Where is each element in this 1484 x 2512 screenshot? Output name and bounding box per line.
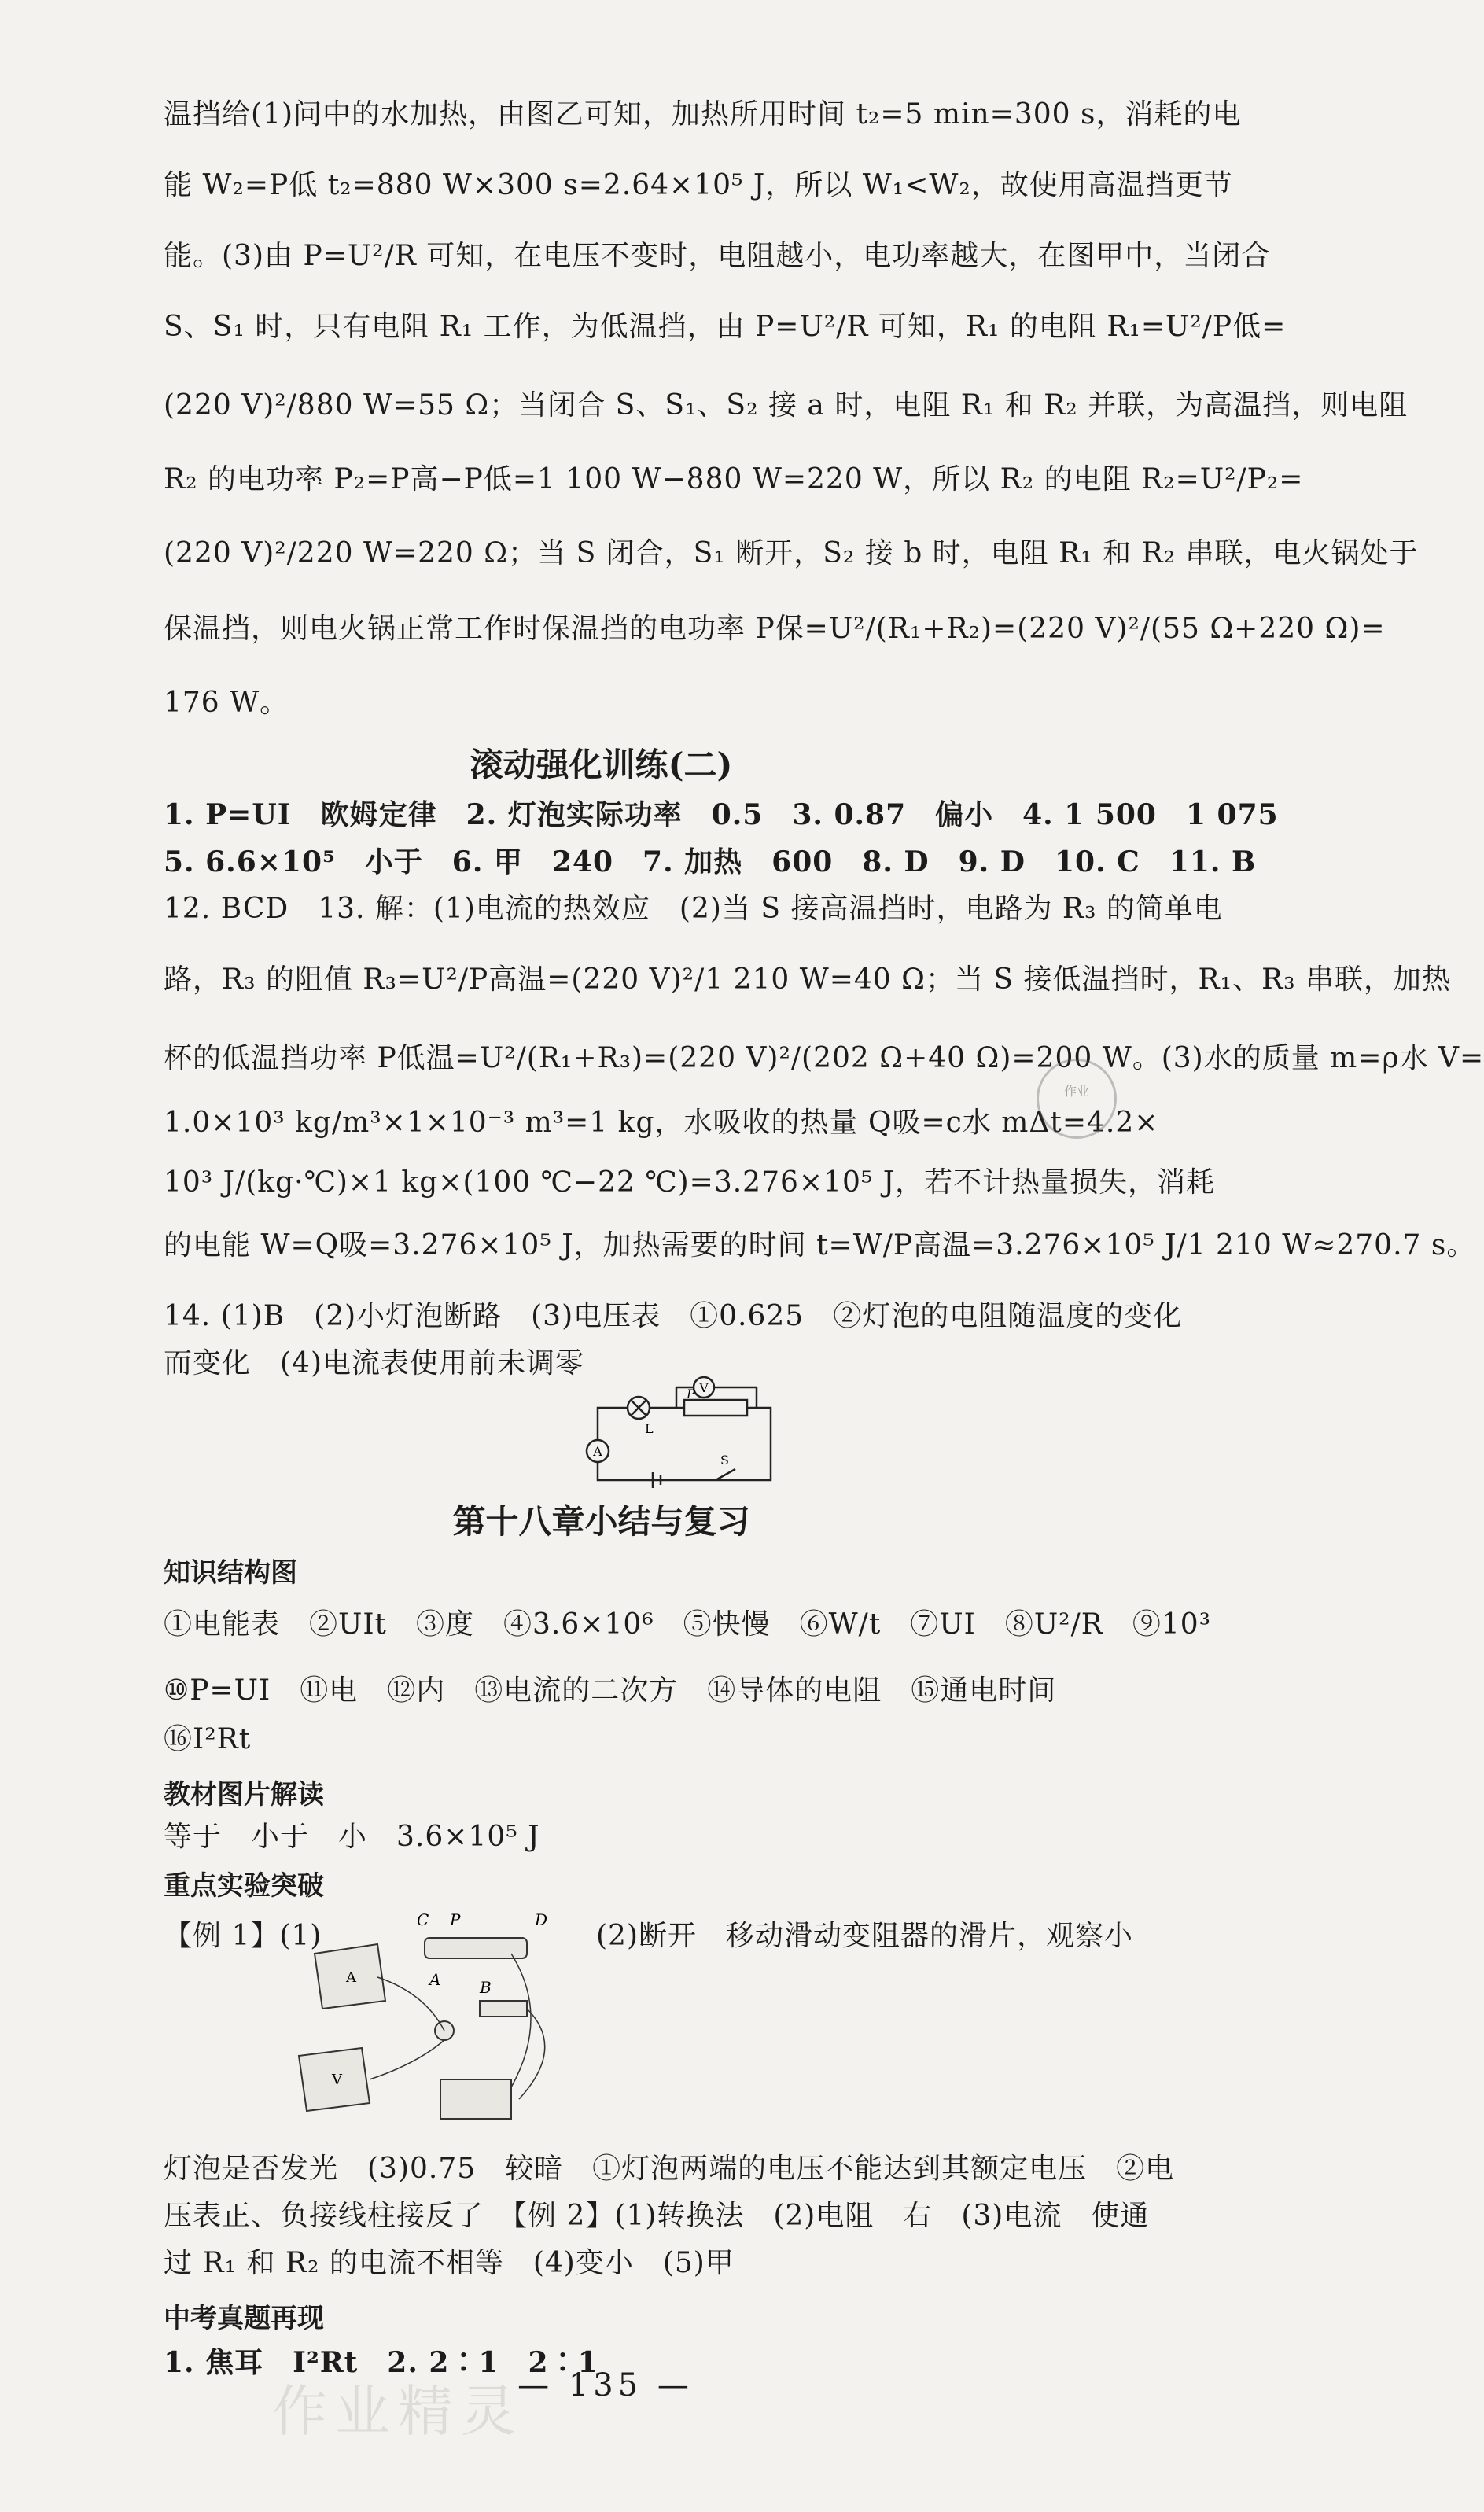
- text-line: (220 V)²/880 W=55 Ω；当闭合 S、S₁、S₂ 接 a 时，电阻 R₁ 和 R₂ 并联，为高温挡，则电阻: [164, 389, 1409, 422]
- answer-line: 14. (1)B (2)小灯泡断路 (3)电压表 ①0.625 ②灯泡的电阻随温度的变化: [164, 1300, 1183, 1332]
- example-text: (2)断开 移动滑动变阻器的滑片，观察小: [596, 1920, 1133, 1952]
- text-line: 温挡给(1)问中的水加热，由图乙可知，加热所用时间 t₂=5 min=300 s，消耗的电: [164, 98, 1242, 131]
- answer-line: 5. 6.6×10⁵ 小于 6. 甲 240 7. 加热 600 8. D 9. D 10. C 11. B: [164, 845, 1257, 878]
- switch-label: S: [720, 1453, 729, 1468]
- svg-text:作业: 作业: [1063, 1084, 1090, 1099]
- answer-line: 1. P=UI 欧姆定律 2. 灯泡实际功率 0.5 3. 0.87 偏小 4. 1 500 1 075: [164, 798, 1279, 831]
- slider-p-label: P: [450, 1910, 461, 1929]
- text-line: S、S₁ 时，只有电阻 R₁ 工作，为低温挡，由 P=U²/R 可知，R₁ 的电阻 R₁=U²/P低=: [164, 311, 1287, 343]
- terminal-d-label: D: [535, 1910, 548, 1929]
- chapter-title: 第十八章小结与复习: [452, 1502, 750, 1541]
- terminal-c-label: C: [417, 1910, 429, 1929]
- text-line: 能 W₂=P低 t₂=880 W×300 s=2.64×10⁵ J，所以 W₁<W₂，故使用高温挡更节: [164, 169, 1233, 201]
- answer-line: 路，R₃ 的阻值 R₃=U²/P高温=(220 V)²/1 210 W=40 Ω；当 S 接低温挡时，R₁、R₃ 串联，加热: [164, 963, 1452, 996]
- subheading: 教材图片解读: [164, 1779, 324, 1810]
- slider-label: P: [687, 1387, 695, 1401]
- subheading: 中考真题再现: [164, 2303, 324, 2334]
- example-line: 压表正、负接线柱接反了 【例 2】(1)转换法 (2)电阻 右 (3)电流 使通: [164, 2200, 1150, 2232]
- figure-reading-line: 等于 小于 小 3.6×10⁵ J: [164, 1821, 540, 1853]
- page-number: — 135 —: [517, 2367, 694, 2403]
- subheading: 知识结构图: [164, 1557, 297, 1589]
- text-line: 能。(3)由 P=U²/R 可知，在电压不变时，电阻越小，电功率越大，在图甲中，当闭合: [164, 240, 1271, 272]
- experiment-apparatus-figure: [283, 1906, 590, 2127]
- terminal-b-label: B: [480, 1978, 492, 1997]
- answer-line: 的电能 W=Q吸=3.276×10⁵ J，加热需要的时间 t=W/P高温=3.276×10⁵ J/1 210 W≈270.7 s。: [164, 1229, 1476, 1262]
- answer-line: 10³ J/(kg·℃)×1 kg×(100 ℃−22 ℃)=3.276×10⁵ J，若不计热量损失，消耗: [164, 1166, 1216, 1199]
- voltmeter-label: V: [332, 2072, 342, 2088]
- text-line: R₂ 的电功率 P₂=P高−P低=1 100 W−880 W=220 W，所以 R₂ 的电阻 R₂=U²/P₂=: [164, 463, 1304, 495]
- lamp-label: L: [645, 1421, 654, 1436]
- example-label: 【例 1】(1): [164, 1920, 322, 1952]
- ammeter-label: A: [346, 1969, 356, 1986]
- voltmeter-label: V: [699, 1380, 709, 1395]
- ammeter-label: A: [593, 1444, 602, 1459]
- answer-line: 杯的低温挡功率 P低温=U²/(R₁+R₃)=(220 V)²/(202 Ω+40 Ω)=200 W。(3)水的质量 m=ρ水 V=: [164, 1042, 1484, 1074]
- knowledge-line: ①电能表 ②UIt ③度 ④3.6×10⁶ ⑤快慢 ⑥W/t ⑦UI ⑧U²/R ⑨10³: [164, 1608, 1212, 1641]
- text-line: (220 V)²/220 W=220 Ω；当 S 闭合，S₁ 断开，S₂ 接 b 时，电阻 R₁ 和 R₂ 串联，电火锅处于: [164, 537, 1419, 569]
- exam-answer-line: 1. 焦耳 I²Rt 2. 2∶1 2∶1: [164, 2346, 598, 2379]
- section-title: 滚动强化训练(二): [470, 746, 733, 784]
- terminal-a-label: A: [429, 1970, 441, 1989]
- example-line: 灯泡是否发光 (3)0.75 较暗 ①灯泡两端的电压不能达到其额定电压 ②电: [164, 2153, 1175, 2185]
- answer-line: 1.0×10³ kg/m³×1×10⁻³ m³=1 kg，水吸收的热量 Q吸=c水 mΔt=4.2×: [164, 1107, 1159, 1139]
- circuit-diagram: [574, 1376, 802, 1494]
- knowledge-line: ⑩P=UI ⑪电 ⑫内 ⑬电流的二次方 ⑭导体的电阻 ⑮通电时间: [164, 1674, 1057, 1707]
- answer-line: 而变化 (4)电流表使用前未调零: [164, 1347, 584, 1379]
- answer-line: 12. BCD 13. 解：(1)电流的热效应 (2)当 S 接高温挡时，电路为 R₃ 的简单电: [164, 893, 1223, 925]
- text-line: 176 W。: [164, 687, 289, 719]
- watermark: 作业精灵: [272, 2379, 524, 2444]
- homework-stamp: [1037, 1059, 1117, 1139]
- example-line: 过 R₁ 和 R₂ 的电流不相等 (4)变小 (5)甲: [164, 2247, 735, 2279]
- knowledge-line: ⑯I²Rt: [164, 1723, 252, 1755]
- text-line: 保温挡，则电火锅正常工作时保温挡的电功率 P保=U²/(R₁+R₂)=(220 V)²/(55 Ω+220 Ω)=: [164, 613, 1386, 645]
- subheading: 重点实验突破: [164, 1870, 324, 1902]
